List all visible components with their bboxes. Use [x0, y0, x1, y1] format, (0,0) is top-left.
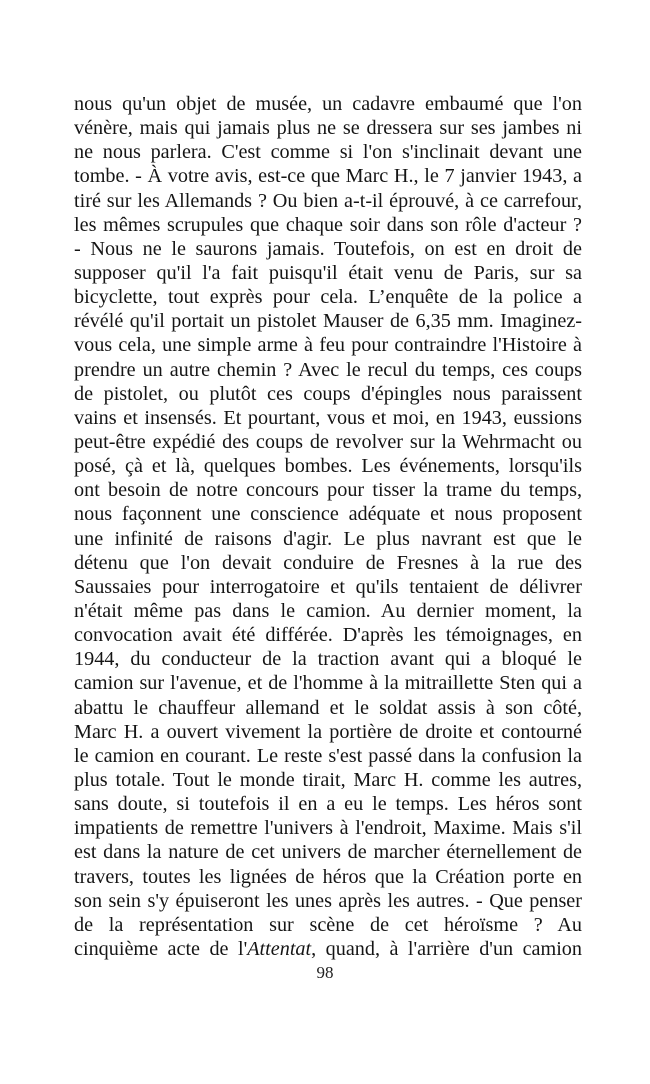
text-line: tombe. - À votre avis, est-ce que Marc H., le 7 janvier 1943, a [74, 165, 582, 188]
italic-title: Attentat [247, 937, 312, 960]
text-line: bicyclette, tout exprès pour cela. L’enquête de la police a [74, 286, 582, 309]
text-fragment: , quand, à l'arrière d'un camion [311, 937, 582, 960]
text-line: une infinité de raisons d'agir. Le plus navrant est que le [74, 527, 582, 550]
text-line: 1944, du conducteur de la traction avant qui a bloqué le [74, 648, 582, 671]
text-line: détenu que l'on devait conduire de Fresnes à la rue des [74, 551, 582, 574]
text-line: peut-être expédié des coups de revolver sur la Wehrmacht ou [74, 430, 582, 453]
text-line: vous cela, une simple arme à feu pour contraindre l'Histoire à [74, 334, 582, 357]
text-line: Saussaies pour interrogatoire et qu'ils tentaient de délivrer [74, 575, 582, 598]
text-line: prendre un autre chemin ? Avec le recul du temps, ces coups [74, 358, 582, 381]
text-line: le camion en courant. Le reste s'est passé dans la confusion la [74, 744, 582, 767]
text-line: tiré sur les Allemands ? Ou bien a-t-il éprouvé, à ce carrefour, [74, 189, 582, 212]
text-line: ne nous parlera. C'est comme si l'on s'inclinait devant une [74, 141, 582, 164]
text-line: les mêmes scrupules que chaque soir dans son rôle d'acteur ? [74, 213, 582, 236]
text-line: travers, toutes les lignées de héros que la Création porte en [74, 865, 582, 888]
text-line: vénère, mais qui jamais plus ne se dressera sur ses jambes ni [74, 117, 582, 140]
text-line: sans doute, si toutefois il en a eu le temps. Les héros sont [74, 793, 582, 816]
text-line: nous qu'un objet de musée, un cadavre embaumé que l'on [74, 93, 582, 115]
text-line: supposer qu'il l'a fait puisqu'il était venu de Paris, sur sa [74, 261, 582, 284]
text-line: abattu le chauffeur allemand et le soldat assis à son côté, [74, 696, 582, 719]
text-line-last [74, 937, 582, 961]
text-line: de la représentation sur scène de cet héroïsme ? Au [74, 913, 582, 936]
text-fragment: cinquième acte de l' [74, 937, 248, 960]
text-line: posé, çà et là, quelques bombes. Les événements, lorsqu'ils [74, 455, 582, 478]
text-line: convocation avait été différée. D'après les témoignages, en [74, 624, 582, 647]
text-line: - Nous ne le saurons jamais. Toutefois, on est en droit de [74, 237, 582, 260]
text-line: plus totale. Tout le monde tirait, Marc H. comme les autres, [74, 768, 582, 791]
page-number: 98 [316, 963, 334, 982]
text-line: est dans la nature de cet univers de marcher éternellement de [74, 841, 582, 864]
text-line: ont besoin de notre concours pour tisser la trame du temps, [74, 479, 582, 502]
text-line: n'était même pas dans le camion. Au dernier moment, la [74, 599, 582, 622]
text-line: vains et insensés. Et pourtant, vous et moi, en 1943, eussions [74, 406, 582, 429]
text-line: nous façonnent une conscience adéquate et nous proposent [74, 503, 582, 526]
text-line: camion sur l'avenue, et de l'homme à la mitraillette Sten qui a [74, 672, 582, 695]
text-line: révélé qu'il portait un pistolet Mauser de 6,35 mm. Imaginez- [74, 310, 582, 333]
text-line: son sein s'y épuiseront les unes après les autres. - Que penser [74, 889, 582, 912]
text-line: de pistolet, ou plutôt ces coups d'épingles nous paraissent [74, 382, 582, 405]
text-line: impatients de remettre l'univers à l'endroit, Maxime. Mais s'il [74, 817, 582, 840]
text-line: Marc H. a ouvert vivement la portière de droite et contourné [74, 720, 582, 743]
page-body [74, 92, 582, 961]
